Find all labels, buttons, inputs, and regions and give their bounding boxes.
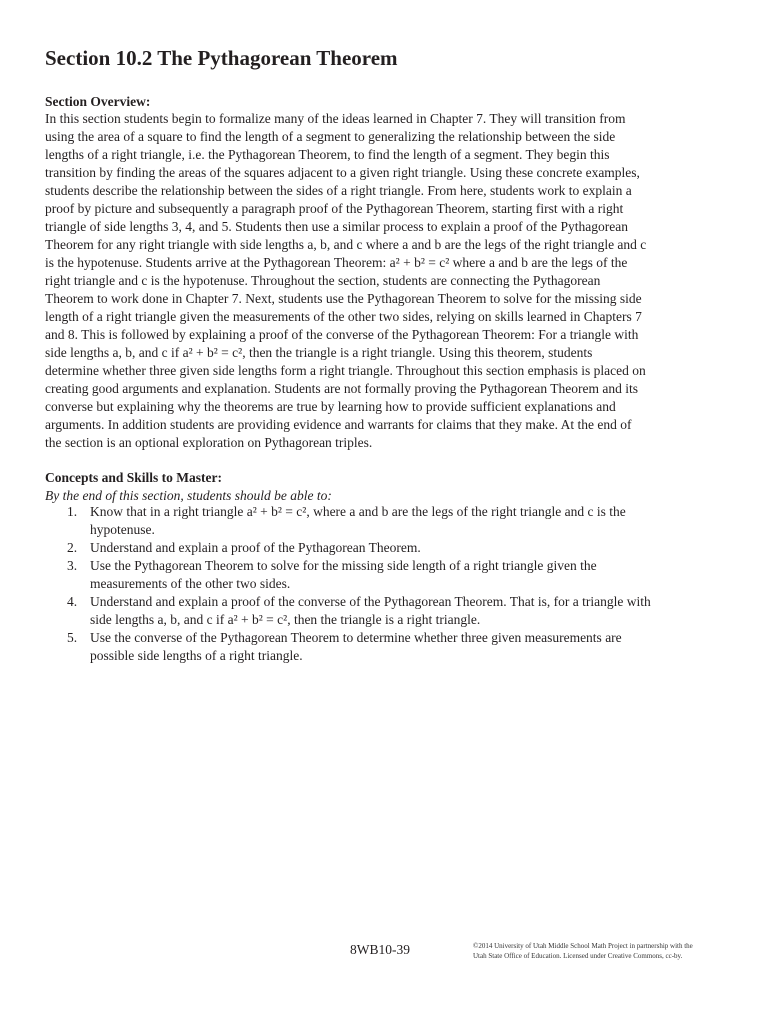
overview-line: using the area of a square to find the length of a segment to generalizing the relationship between the side bbox=[45, 129, 616, 144]
list-item-line: Use the Pythagorean Theorem to solve for the missing side length of a right triangle given the bbox=[90, 558, 597, 573]
list-number: 3. bbox=[67, 558, 78, 573]
list-number: 2. bbox=[67, 540, 78, 555]
overview-line: arguments. In addition students are providing evidence and warrants for claims that they make. At the end of bbox=[45, 417, 632, 432]
overview-line: students describe the relationship between the sides of a right triangle. From here, students work to explain a bbox=[45, 183, 632, 198]
overview-line: length of a right triangle given the measurements of the other two sides, relying on skills learned in Chapters 7 bbox=[45, 309, 642, 324]
list-item-line: measurements of the other two sides. bbox=[90, 576, 291, 591]
skills-list-item bbox=[45, 593, 725, 629]
list-item-line: Understand and explain a proof of the Pythagorean Theorem. bbox=[90, 540, 421, 555]
skills-heading: Concepts and Skills to Master: bbox=[45, 470, 223, 485]
overview-heading: Section Overview: bbox=[45, 94, 151, 109]
overview-line: determine whether three given side lengths form a right triangle. Throughout this section emphasis is placed on bbox=[45, 363, 646, 378]
list-item-line: Use the converse of the Pythagorean Theorem to determine whether three given measurements are bbox=[90, 630, 622, 645]
overview-line: In this section students begin to formalize many of the ideas learned in Chapter 7. They will transition from bbox=[45, 111, 626, 126]
list-item-line: possible side lengths of a right triangle. bbox=[90, 648, 303, 663]
skills-list-item bbox=[45, 629, 725, 665]
skills-intro: By the end of this section, students should be able to: bbox=[45, 488, 332, 503]
section-title: Section 10.2 The Pythagorean Theorem bbox=[45, 46, 398, 70]
overview-line: creating good arguments and explanation. Students are not formally proving the Pythagorean Theorem and its bbox=[45, 381, 638, 396]
copyright-notice bbox=[473, 941, 693, 961]
copyright-line: Utah State Office of Education. Licensed under Creative Commons, cc-by. bbox=[473, 952, 683, 960]
list-number: 4. bbox=[67, 594, 78, 609]
overview-line: right triangle and c is the hypotenuse. Throughout the section, students are connecting the Pythagorean bbox=[45, 273, 601, 288]
skills-list bbox=[45, 503, 725, 665]
overview-paragraph bbox=[45, 110, 723, 452]
page-number: 8WB10-39 bbox=[350, 942, 410, 957]
list-item-line: Know that in a right triangle a² + b² = c², where a and b are the legs of the right triangle and c is the bbox=[90, 504, 626, 519]
overview-line: proof by picture and subsequently a paragraph proof of the Pythagorean Theorem, starting first with a right bbox=[45, 201, 624, 216]
overview-line: the section is an optional exploration on Pythagorean triples. bbox=[45, 435, 373, 450]
overview-line: is the hypotenuse. Students arrive at the Pythagorean Theorem: a² + b² = c² where a and b are the legs of the bbox=[45, 255, 628, 270]
overview-line: transition by finding the areas of the squares adjacent to a given right triangle. Using these concrete examples, bbox=[45, 165, 640, 180]
copyright-line: ©2014 University of Utah Middle School Math Project in partnership with the bbox=[473, 942, 693, 950]
list-item-line: Understand and explain a proof of the converse of the Pythagorean Theorem. That is, for a triangle with bbox=[90, 594, 651, 609]
list-item-line: hypotenuse. bbox=[90, 522, 155, 537]
overview-line: Theorem to work done in Chapter 7. Next, students use the Pythagorean Theorem to solve for the missing side bbox=[45, 291, 642, 306]
skills-list-item bbox=[45, 503, 725, 539]
list-item-line: side lengths a, b, and c if a² + b² = c², then the triangle is a right triangle. bbox=[90, 612, 481, 627]
overview-line: lengths of a right triangle, i.e. the Pythagorean Theorem, to find the length of a segment. They begin this bbox=[45, 147, 610, 162]
list-number: 5. bbox=[67, 630, 78, 645]
overview-line: converse but explaining why the theorems are true by learning how to provide sufficient explanations and bbox=[45, 399, 616, 414]
overview-line: side lengths a, b, and c if a² + b² = c², then the triangle is a right triangle. Using this theorem, students bbox=[45, 345, 593, 360]
overview-line: and 8. This is followed by explaining a proof of the converse of the Pythagorean Theorem: For a triangle with bbox=[45, 327, 639, 342]
skills-list-item bbox=[45, 539, 725, 557]
skills-list-item bbox=[45, 557, 725, 593]
overview-line: triangle of side lengths 3, 4, and 5. Students then use a similar process to explain a proof of the Pythagorean bbox=[45, 219, 628, 234]
list-number: 1. bbox=[67, 504, 78, 519]
overview-line: Theorem for any right triangle with side lengths a, b, and c where a and b are the legs of the right triangle and c bbox=[45, 237, 647, 252]
